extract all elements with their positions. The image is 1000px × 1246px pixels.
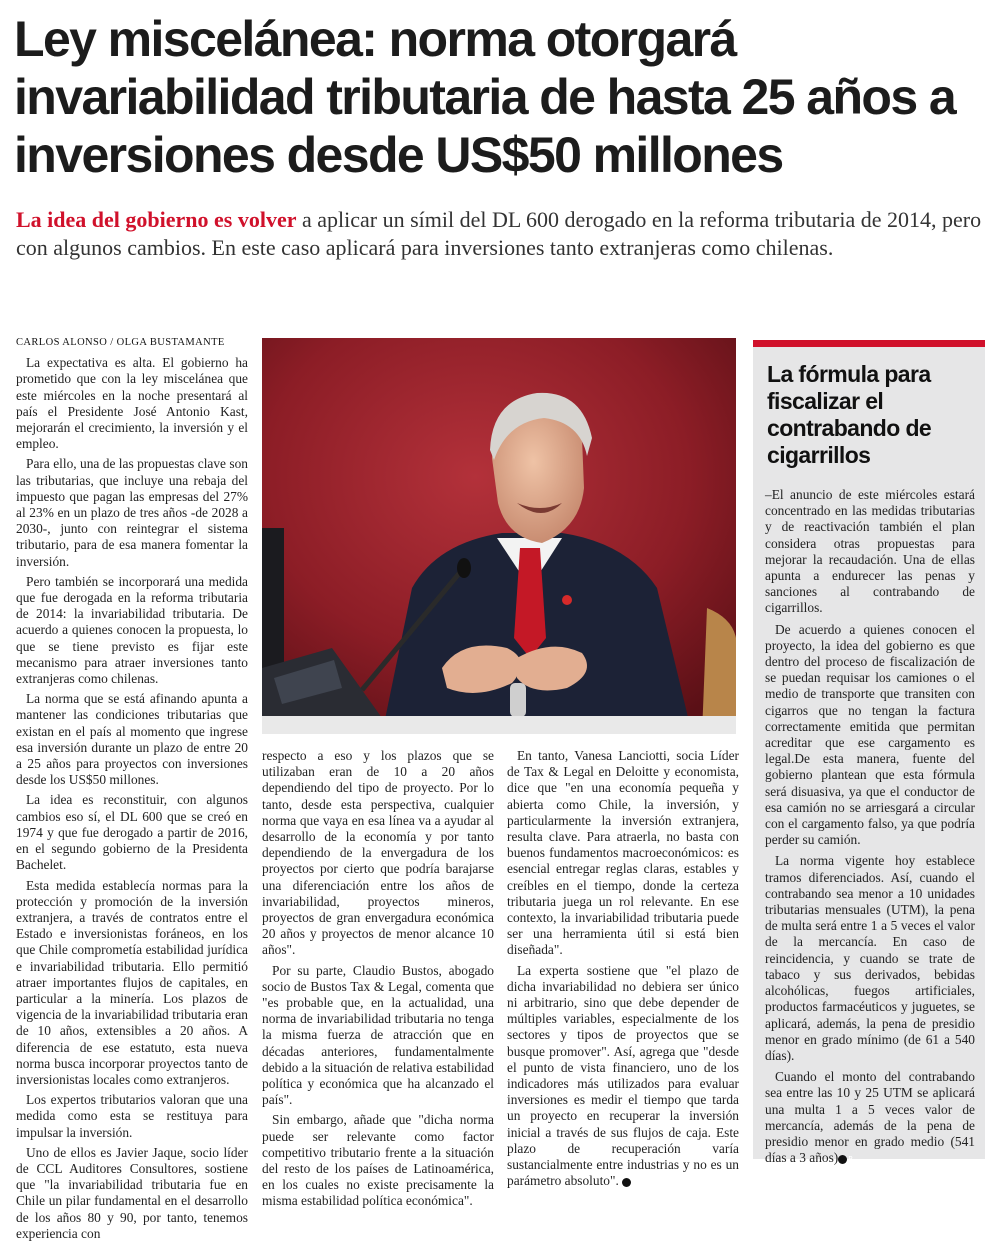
sidebar-paragraph: De acuerdo a quienes conocen el proyecto, la idea del gobierno es que dentro del proceso de fiscalización de se puedan requisar los camiones o el medio de transporte que transiten con cigarros que no tengan la factura correctamente emitida que permitan acreditar que ese cargamento es legal.De esta manera, fuente del gobierno plantean que esta fórmula será disuasiva, ya que el conductor de esa camión no se arriesgará a circular con el cargamento falso, ya que podría perder su camión. — [765, 621, 975, 848]
paragraph: Uno de ellos es Javier Jaque, socio líder de CCL Auditores Consultores, sostiene que "la invariabilidad tributaria fue en Chile un pilar fundamental en el desarrollo de los años 80 y 90, por tanto, tenemos experiencia con — [16, 1144, 248, 1241]
sidebar-paragraph-text: Cuando el monto del contrabando sea entre las 10 y 25 UTM se aplicará una multa 1 a 5 veces valor de mercancía, además de la pena de presidio menor en grado medio (541 días a 3 años) — [765, 1069, 975, 1166]
paragraph: Los expertos tributarios valoran que una medida como esta se restituya para impulsar la inversión. — [16, 1092, 248, 1140]
photo-illustration — [262, 338, 736, 734]
sidebar-paragraph — [765, 1069, 975, 1166]
sidebar-box — [753, 340, 985, 1166]
paragraph — [507, 963, 739, 1190]
paragraph: En tanto, Vanesa Lanciotti, socia Líder de Tax & Legal en Deloitte y economista, dice que "en una economía pequeña y abierta como Chile, la inversión, y particularmente la inversión extranjera, resulta clave. Para atraerla, no basta con buenos fundamentos macroeconómicos: es esencial entregar reglas claras, estables y creíbles en el tiempo, donde la certeza tributaria juega un rol relevante. En ese contexto, la invariabilidad tributaria puede ser una herramienta útil si está bien diseñada". — [507, 748, 739, 958]
sidebar-title: La fórmula para fiscalizar el contrabando de cigarrillos — [767, 361, 932, 468]
paragraph: La norma que se está afinando apunta a mantener las condiciones tributarias que existan en el país al momento que ingrese esa inversión durante un plazo de entre 20 a 25 años para proyectos con inversiones desde los US$50 millones. — [16, 691, 248, 788]
end-mark-icon: P — [838, 1155, 847, 1164]
headline: Ley miscelánea: norma otorgará invariabilidad tributaria de hasta 25 años a inversiones desde US$50 millones — [14, 11, 956, 183]
deck — [16, 206, 988, 262]
deck-text: a aplicar un símil del DL 600 derogado en la reforma tributaria de 2014, pero con algunos cambios. En este caso aplicará para inversiones tanto extranjeras como chilenas. — [16, 207, 982, 260]
article-column-3 — [507, 748, 739, 1193]
article-column-2 — [262, 748, 494, 1214]
paragraph: Sin embargo, añade que "dicha norma puede ser relevante como factor competitivo tributario frente a la situación del resto de los países de Latinoamérica, en los cuales no existe precisamente la misma estabilidad política económica". — [262, 1112, 494, 1209]
paragraph: La idea es reconstituir, con algunos cambios eso sí, el DL 600 que se creó en 1974 y que fue derogado a partir de 2016, en el segundo gobierno de la Presidenta Bachelet. — [16, 792, 248, 873]
end-mark-icon: P — [622, 1178, 631, 1187]
paragraph: Por su parte, Claudio Bustos, abogado socio de Bustos Tax & Legal, comenta que "es probable que, en la actualidad, una norma de invariabilidad tributaria no tenga la misma fuerza de atracción que en décadas anteriores, fundamentalmente debido a la situación de relativa estabilidad política y económica que ha alcanzado el país". — [262, 962, 494, 1108]
paragraph: Pero también se incorporará una medida que fue derogada en la reforma tributaria de 2014: la invariabilidad tributaria. De acuerdo a quienes conocen la propuesta, lo que se tiene previsto es fijar este mecanismo para atraer inversiones tanto extranjeras como chilenas. — [16, 573, 248, 687]
article-column-1 — [16, 335, 248, 1246]
paragraph: respecto a eso y los plazos que se utilizaban eran de 10 a 20 años dependiendo del tipo de proyecto. Por lo tanto, desde esta perspectiva, cualquier norma que vaya en esa línea va a ayudar al desarrollo de la economía y por tanto dependiendo de la envergadura de los proyectos por cierto que podría barajarse una diferenciación entre los años de invariabilidad, proyectos mineros, proyectos de gran envergadura económica 20 años y proyectos de menor alcance 10 años". — [262, 748, 494, 958]
paragraph: Para ello, una de las propuestas clave son las tributarias, que incluye una rebaja del impuesto que pagan las empresas del 27% al 23% en un plazo de tres años -de 2028 a 2030-, junto con reintegrar el sistema tributario, para de esa manera fomentar la inversión. — [16, 456, 248, 569]
paragraph: Esta medida establecía normas para la protección y promoción de la inversión extranjera, a través de contratos entre el Estado e inversionistas foráneos, en los que Chile comprometía estabilidad jurídica e invariabilidad tributaria. Ello permitió atraer importantes flujos de capitales, en particular a la minería. Los plazos de vigencia de la invariabilidad tributaria eran de 10 años, extensibles a 20 años. A diferencia de ese estatuto, esta nueva norma busca incorporar proyectos tanto de inversionistas locales como extranjeros. — [16, 877, 248, 1087]
paragraph: La expectativa es alta. El gobierno ha prometido que con la ley miscelánea que este miércoles en la noche presentará al país el Presidente José Antonio Kast, mejorarán el crecimiento, la inversión y el empleo. — [16, 355, 248, 452]
paragraph-text: La experta sostiene que "el plazo de dicha invariabilidad no debiera ser único ni arbitrario, sino que debe depender de múltiples variables, especialmente de los sectores y tipos de proyectos que se busque promover". Así, agrega que "desde el punto de vista financiero, uno de los indicadores más utilizados para evaluar inversiones es medir el tiempo que tarda un proyecto en recuperar la inversión inicial a través de sus flujos de caja. Este plazo de recuperación varía sustancialmente entre industrias y no es un parámetro absoluto". — [507, 962, 739, 1189]
sidebar-body — [765, 487, 975, 1166]
sidebar-paragraph: La norma vigente hoy establece tramos diferenciados. Así, cuando el contrabando sea menor a 10 unidades tributarias mensuales (UTM), la pena de multa será entre 1 a 5 veces el valor de la mercancía. En caso de reincidencia, y cuando se trate de tabaco y sus derivados, bebidas alcohólicas, fuegos artificiales, productos farmacéuticos y juguetes, se aplicará, además, la pena de presidio menor en grado mínimo (de 61 a 540 días). — [765, 853, 975, 1063]
sidebar-paragraph: –El anuncio de este miércoles estará concentrado en las medidas tributarias y de reactivación también el plan considera otras propuestas para mejorar la recaudación. Una de ellas apunta a endurecer las penas y sanciones al contrabando de cigarrillos. — [765, 487, 975, 616]
byline: CARLOS ALONSO / OLGA BUSTAMANTE — [16, 337, 225, 348]
article-photo — [262, 338, 736, 734]
deck-lead: La idea del gobierno es volver — [16, 207, 297, 232]
